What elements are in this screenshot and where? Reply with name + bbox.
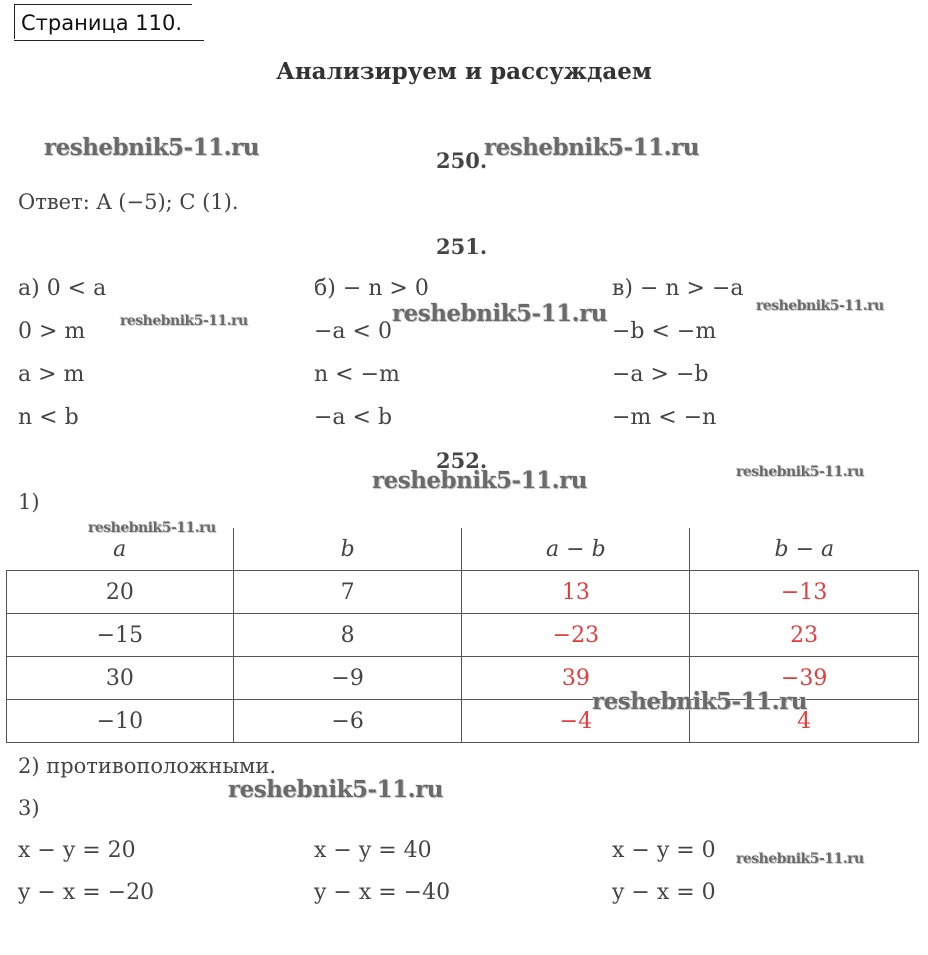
table-cell: −10 <box>7 700 234 743</box>
table-header-cell: b − a <box>690 528 919 571</box>
part-2-answer: 2) противоположными. <box>18 754 277 778</box>
table-cell-answer: −23 <box>462 614 690 657</box>
equation-2b: y − x = −40 <box>314 880 451 905</box>
page-label: Страница 110. <box>14 4 192 39</box>
table-cell: 30 <box>7 657 234 700</box>
table-cell-answer: −39 <box>690 657 919 700</box>
table-cell-answer: −13 <box>690 571 919 614</box>
watermark: reshebnik5-11.ru <box>736 464 864 480</box>
ineq-b-3: n < −m <box>314 362 400 387</box>
problem-250-number: 250. <box>436 148 488 173</box>
ineq-a-1: а) 0 < a <box>18 276 107 301</box>
table-header-cell: b <box>233 528 462 571</box>
watermark: reshebnik5-11.ru <box>392 300 607 327</box>
page-title: Анализируем и рассуждаем <box>276 58 652 85</box>
problem-251-number: 251. <box>436 234 488 259</box>
ineq-c-4: −m < −n <box>612 405 717 430</box>
watermark: reshebnik5-11.ru <box>120 313 248 329</box>
equation-1b: y − x = −20 <box>18 880 155 905</box>
ineq-b-1: б) − n > 0 <box>314 276 429 301</box>
ineq-c-2: −b < −m <box>612 319 717 344</box>
table-cell-answer: −4 <box>462 700 690 743</box>
table-cell-answer: 4 <box>690 700 919 743</box>
part-1-label: 1) <box>18 490 40 514</box>
table-cell: 20 <box>7 571 234 614</box>
ineq-a-2: 0 > m <box>18 319 86 344</box>
ineq-b-2: −a < 0 <box>314 319 392 344</box>
equation-2a: x − y = 40 <box>314 838 432 863</box>
table-cell-answer: 13 <box>462 571 690 614</box>
ineq-a-4: n < b <box>18 405 79 430</box>
watermark: reshebnik5-11.ru <box>88 520 216 536</box>
problem-252-number: 252. <box>436 448 488 473</box>
problem-250-answer: Ответ: A (−5); C (1). <box>18 190 239 214</box>
watermark: reshebnik5-11.ru <box>228 776 443 803</box>
table-cell: −9 <box>233 657 462 700</box>
page-label-underline <box>14 40 204 41</box>
table-cell-answer: 23 <box>690 614 919 657</box>
equation-3a: x − y = 0 <box>612 838 716 863</box>
table-header-cell: a − b <box>462 528 690 571</box>
part-3-label: 3) <box>18 796 40 820</box>
equation-1a: x − y = 20 <box>18 838 136 863</box>
table-cell: 7 <box>233 571 462 614</box>
table-cell: 8 <box>233 614 462 657</box>
watermark: reshebnik5-11.ru <box>372 467 587 494</box>
ineq-a-3: a > m <box>18 362 85 387</box>
table-cell: −6 <box>233 700 462 743</box>
table-header-cell: a <box>7 528 234 571</box>
equation-3b: y − x = 0 <box>612 880 716 905</box>
ineq-c-3: −a > −b <box>612 362 709 387</box>
table-row <box>7 614 919 657</box>
ineq-c-1: в) − n > −a <box>612 276 744 301</box>
watermark: reshebnik5-11.ru <box>756 298 884 314</box>
table-cell: −15 <box>7 614 234 657</box>
watermark: reshebnik5-11.ru <box>484 134 699 161</box>
watermark: reshebnik5-11.ru <box>736 851 864 867</box>
ineq-b-4: −a < b <box>314 405 393 430</box>
watermark: reshebnik5-11.ru <box>44 134 259 161</box>
table-cell-answer: 39 <box>462 657 690 700</box>
watermark: reshebnik5-11.ru <box>592 688 807 715</box>
table-row <box>7 571 919 614</box>
